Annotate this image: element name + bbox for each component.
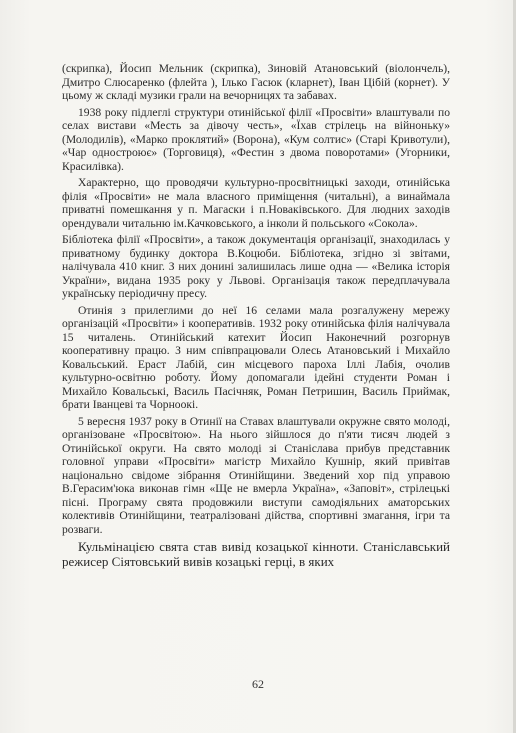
- paragraph-2: 1938 року підлеглі структури отинійської філії «Просвіти» влаштували по селах вистави «Месть за дівочу честь», «Їхав стрілець на війноньку» (Молодилів), «Марко проклятий» (Ворона), «Кум солтис» (Старі Кривотули), «Чар одностроює» (Торговиця), «Фестин з двома поворотами» (Угорники, Красилівка).: [62, 105, 450, 173]
- page-number: 62: [252, 677, 264, 691]
- paragraph-1: (скрипка), Йосип Мельник (скрипка), Зиновій Атановський (віолончель), Дмитро Слюсаренко (флейта ), Ілько Гасюк (кларнет), Іван Цібій (корнет). У цьому ж складі музики грали на вечорницях та забавах.: [62, 62, 450, 102]
- paragraph-6: 5 вересня 1937 року в Отинії на Ставах влаштували окружне свято молоді, організоване «Просвітою». На нього зійшлося до п'яти тисяч людей з Отинійської округи. На свято молоді зі Станіслава прибув представник головної управи «Просвіти» магістр Михайло Кушнір, який привітав національно свідоме зібрання Отинійщини. Зведений хор під управою В.Герасим'юка виконав гімн «Ще не вмерла Україна», «Заповіт», стрілецькі пісні. Програму свята продовжили виступи самодіяльних аматорських колективів Отинійщини, театралізовані дійства, спортивні змагання, ігри та розваги.: [62, 414, 450, 536]
- body-text: [62, 62, 450, 572]
- paragraph-5: Отинія з прилеглими до неї 16 селами мала розгалужену мережу організацій «Просвіти» і кооперативів. 1932 року отинійська філія налічувала 15 читалень. Отинійський катехит Йосип Наконечний розгорнув кооперативну працю. З ним співпрацювали Олесь Атановський і Михайло Ковальський. Ераст Лабій, син місцевого пароха Іллі Лабія, очолив культурно-освітню роботу. Йому допомагали ідейні студенти Роман і Михайло Ковальські, Василь Пасічняк, Роман Петришин, Василь Приймак, брати Іванцеві та Чорноокі.: [62, 303, 450, 411]
- paragraph-3: Характерно, що проводячи культурно-просвітницькі заходи, отинійська філія «Просвіти» не мала власного приміщення (читальні), а винаймала приватні помешкання у п. Магаски і п.Новаківського. Для людних заходів орендували читальню ім.Качковського, а інколи й польського «Сокола».: [62, 176, 450, 230]
- paragraph-4: Бібліотека філії «Просвіти», а також документація організації, знаходилась у приватному будинку доктора В.Коцюби. Бібліотека, згідно зі звітами, налічувала 410 книг. З них донині залишилась лише одна — «Велика історія України», видана 1935 року у Львові. Організація також передплачувала українську періодичну пресу.: [62, 233, 450, 300]
- paragraph-7: Кульмінацією свята став вивід козацької кінноти. Станіславський режисер Сіятовський вивів козацькі герці, в яких: [62, 539, 450, 569]
